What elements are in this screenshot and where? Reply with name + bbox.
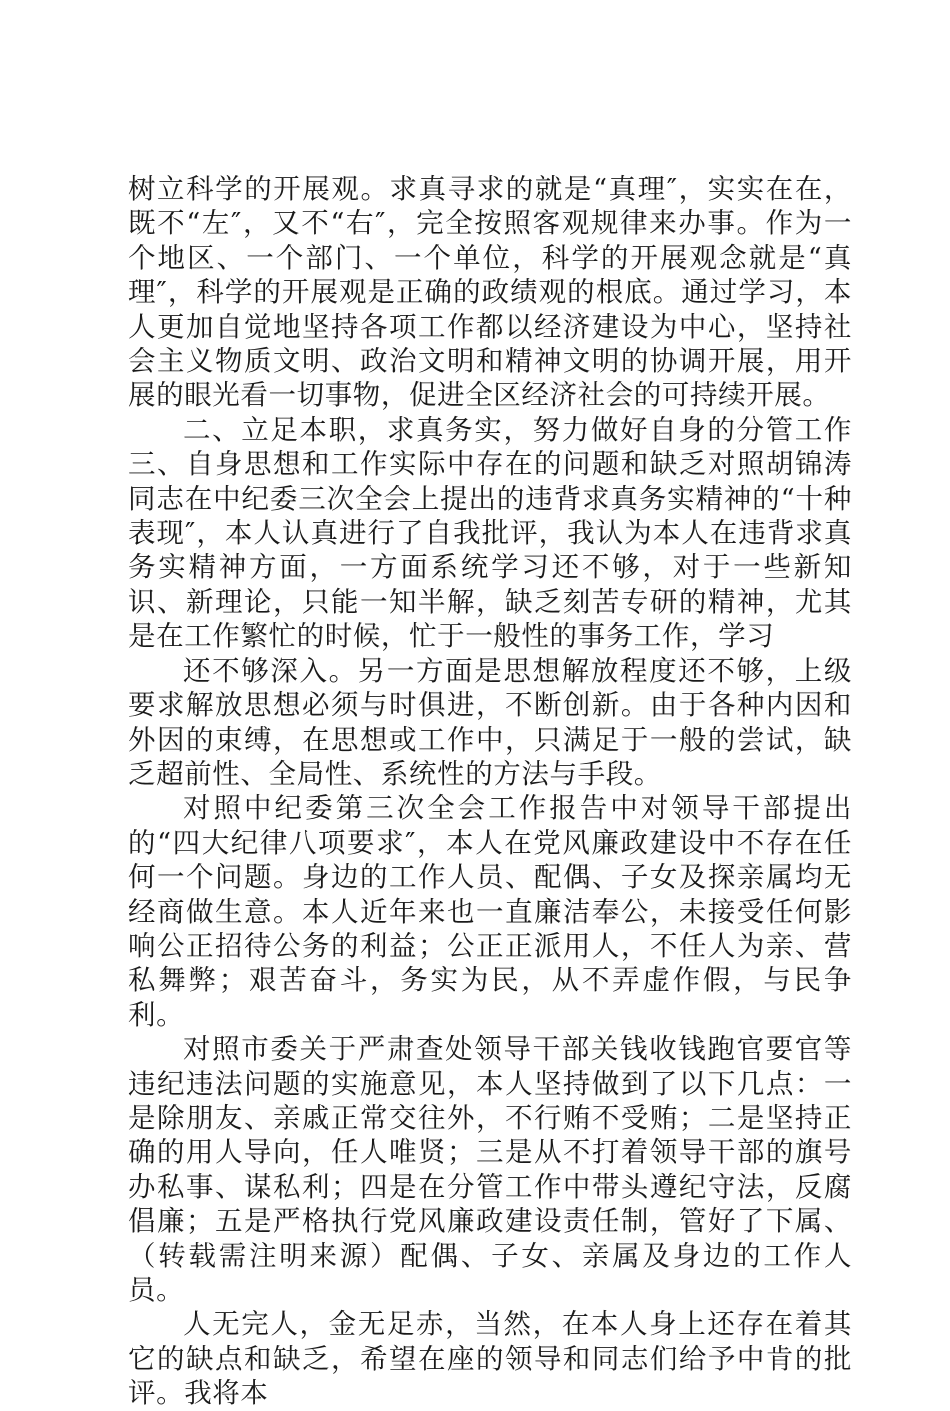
paragraph-insufficient-study: 还不够深入。另一方面是思想解放程度还不够，上级要求解放思想必须与时俱进，不断创新。由于各种内因和外因的束缚，在思想或工作中，只满足于一般的尝试，缺乏超前性、全局性、系统性的方法与手段。 [128,654,852,790]
paragraph-self-criticism: 二、立足本职，求真务实，努力做好自身的分管工作三、自身思想和工作实际中存在的问题和缺乏对照胡锦涛同志在中纪委三次全会上提出的违背求真务实精神的“十种表现″，本人认真进行了自我批评，我认为本人在违背求真务实精神方面，一方面系统学习还不够，对于一些新知识、新理论，只能一知半解，缺乏刻苦专研的精神，尤其是在工作繁忙的时候，忙于一般性的事务工作，学习 [128,413,852,653]
paragraph-scientific-development: 树立科学的开展观。求真寻求的就是“真理″，实实在在，既不“左″，又不“右″，完全按照客观规律来办事。作为一个地区、一个部门、一个单位，科学的开展观念就是“真理″，科学的开展观是正确的政绩观的根底。通过学习，本人更加自觉地坚持各项工作都以经济建设为中心，坚持社会主义物质文明、政治文明和精神文明的协调开展，用开展的眼光看一切事物，促进全区经济社会的可持续开展。 [128,173,852,412]
paragraph-city-committee-opinions: 对照市委关于严肃查处领导干部关钱收钱跑官要官等违纪违法问题的实施意见，本人坚持做到了以下几点：一是除朋友、亲戚正常交往外，不行贿不受贿；二是坚持正确的用人导向，任人唯贤；三是从不打着领导干部的旗号办私事、谋私利；四是在分管工作中带头遵纪守法，反腐倡廉；五是严格执行党风廉政建设责任制，管好了下属、（转载需注明来源）配偶、子女、亲属及身边的工作人员。 [128,1033,852,1306]
paragraph-closing: 人无完人，金无足赤，当然，在本人身上还存在着其它的缺点和缺乏，希望在座的领导和同志们给予中肯的批评。我将本 [128,1308,852,1410]
paragraph-discipline-requirements: 对照中纪委第三次全会工作报告中对领导干部提出的“四大纪律八项要求″，本人在党风廉政建设中不存在任何一个问题。身边的工作人员、配偶、子女及探亲属均无经商做生意。本人近年来也一直廉洁奉公，未接受任何影响公正招待公务的利益；公正正派用人，不任人为亲、营私舞弊；艰苦奋斗，务实为民，从不弄虚作假，与民争利。 [128,792,852,1031]
document-body [128,172,852,1411]
